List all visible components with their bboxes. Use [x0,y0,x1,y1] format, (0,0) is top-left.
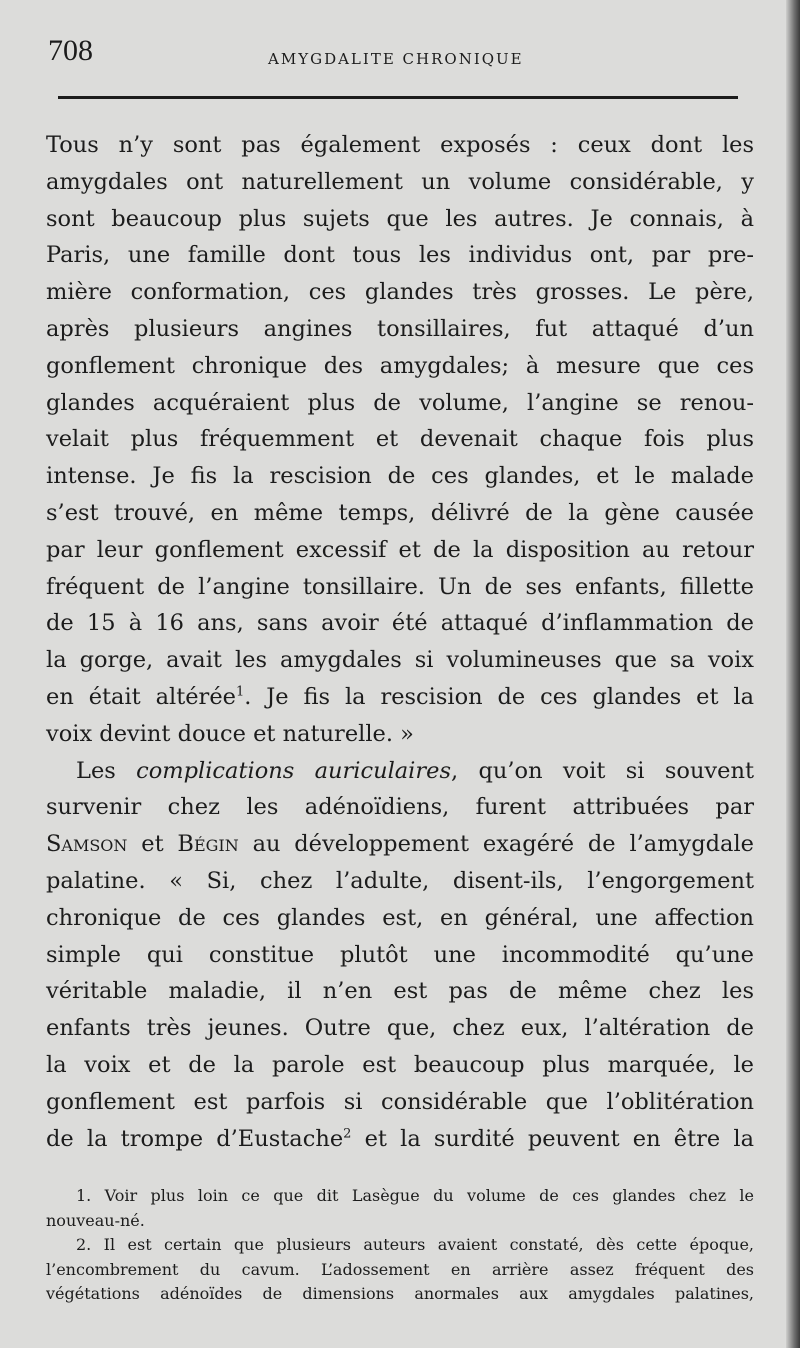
footnote-ref-2: 2 [343,1126,352,1142]
text-line: la voix et de la parole est beaucoup plus marquée, le [46,1051,754,1078]
footnote-2-cont: végétations adénoïdes de dimensions anormales aux amygdales palatines, [46,1284,754,1303]
body-text [46,127,754,1157]
text-line: amygdales ont naturellement un volume considérable, y [46,168,754,195]
text-run: Les [76,757,137,784]
footnote-1: 1. Voir plus loin ce que dit Lasègue du volume de ces glandes chez le [76,1186,754,1205]
text-line: véritable maladie, il n’en est pas de même chez les [46,978,754,1005]
text-line: s’est trouvé, en même temps, délivré de la gène causée [46,499,754,526]
page-header [48,34,738,74]
text-line: sont beaucoup plus sujets que les autres. Je connais, à [46,205,754,232]
text-line: intense. Je fis la rescision de ces glandes, et le malade [46,463,754,490]
text-line: par leur gonflement excessif et de la disposition au retour [46,536,754,563]
text-line: voix devint douce et naturelle. » [46,720,414,747]
text-line: de 15 à 16 ans, sans avoir été attaqué d’inflammation de [46,610,754,637]
text-line: palatine. « Si, chez l’adulte, disent-ils, l’engorgement [46,867,754,894]
text-line: mière conformation, ces glandes très grosses. Le père, [46,279,754,306]
author-name: Samson [46,831,128,858]
text-line: la gorge, avait les amygdales si volumineuses que sa voix [46,647,754,674]
text-run: au développement exagéré de l’amygdale [238,831,754,858]
footnotes [46,1184,754,1307]
page-edge-shadow [786,0,800,1348]
text-line: chronique de ces glandes est, en général, une affection [46,904,754,931]
text-run: et [127,831,178,858]
text-line [46,679,754,716]
text-line: fréquent de l’angine tonsillaire. Un de ses enfants, fillette [46,573,754,600]
text-line [46,1121,754,1158]
text-run: . Je fis la rescision de ces glandes et la [244,683,754,710]
text-run: en était altérée [46,683,236,710]
footnote-1-cont: nouveau-né. [46,1210,145,1230]
footnote-ref-1: 1 [235,684,245,700]
page-number: 708 [48,34,93,67]
text-line: simple qui constitue plutôt une incommodité qu’une [46,941,754,968]
text-run: , qu’on voit si souvent [451,757,754,784]
text-line: survenir chez les adénoïdiens, furent attribuées par [46,794,754,821]
text-line: glandes acquéraient plus de volume, l’angine se renou- [46,389,754,416]
footnote-2-cont: l’encombrement du cavum. L’adossement en arrière assez fréquent des [46,1259,754,1279]
text-line [46,826,754,863]
text-line: velait plus fréquemment et devenait chaque fois plus [46,426,754,453]
author-name: Bégin [177,831,239,858]
text-line: Paris, une famille dont tous les individus ont, par pre- [46,242,754,269]
text-run: et la surdité peuvent en être la [351,1125,754,1152]
text-line: Tous n’y sont pas également exposés : ceux dont les [46,132,754,158]
italic-term: complications auriculaires [136,757,451,784]
text-line: enfants très jeunes. Outre que, chez eux, l’altération de [46,1015,754,1042]
header-rule [58,96,738,99]
running-title: AMYGDALITE CHRONIQUE [268,50,524,68]
text-run: de la trompe d’Eustache [46,1125,344,1152]
text-line: gonflement est parfois si considérable que l’oblitération [46,1088,754,1115]
text-line: gonflement chronique des amygdales; à mesure que ces [46,352,754,379]
text-line [46,753,754,790]
text-line: après plusieurs angines tonsillaires, fut attaqué d’un [46,315,754,342]
footnote-2: 2. Il est certain que plusieurs auteurs avaient constaté, dès cette époque, [76,1235,754,1254]
